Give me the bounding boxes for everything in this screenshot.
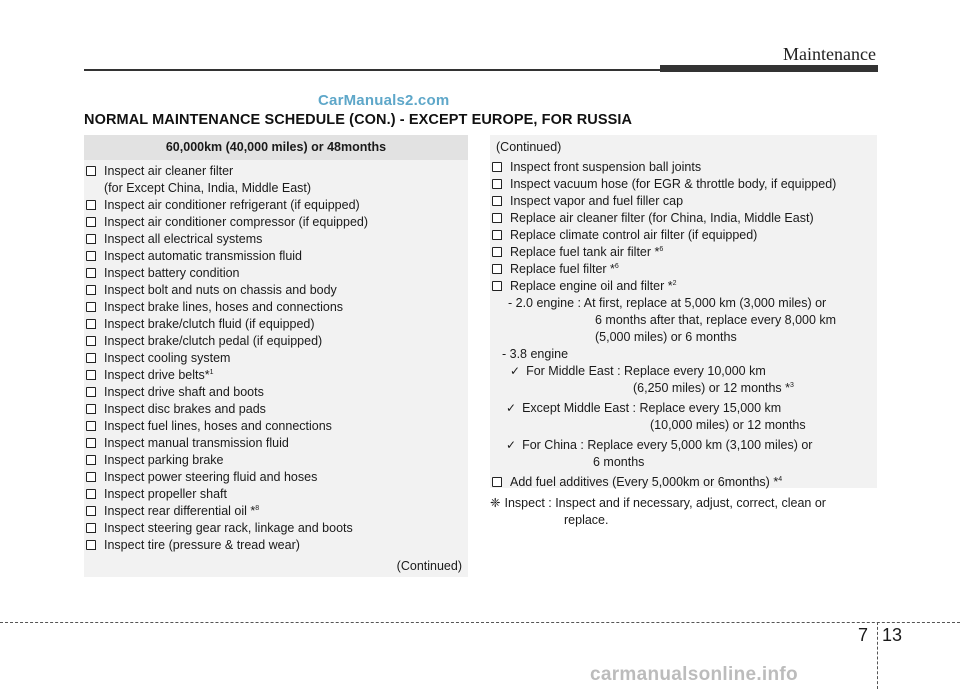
checkbox-icon	[86, 438, 95, 448]
list-item	[490, 193, 877, 210]
checkbox-icon	[86, 319, 95, 329]
list-item-text: Inspect fuel lines, hoses and connections	[104, 419, 332, 433]
list-item-text: Inspect air cleaner filter	[104, 164, 234, 178]
list-item-text: Inspect drive shaft and boots	[104, 385, 264, 399]
checkbox-icon	[492, 230, 501, 240]
checkbox-icon	[492, 477, 501, 487]
checkbox-icon	[86, 455, 95, 465]
list-item-text: Inspect disc brakes and pads	[104, 402, 266, 416]
list-item	[84, 418, 468, 435]
header-bar	[660, 65, 878, 72]
checkbox-icon	[86, 234, 95, 244]
list-item	[84, 469, 468, 486]
china-line	[490, 437, 877, 454]
checkbox-icon	[86, 489, 95, 499]
checkbox-icon	[86, 285, 95, 295]
list-item-text: Inspect parking brake	[104, 453, 224, 467]
list-item-text: Inspect vacuum hose (for EGR & throttle body, if equipped)	[510, 177, 837, 191]
checkbox-icon	[492, 179, 501, 189]
list-item-text: Inspect propeller shaft	[104, 487, 227, 501]
list-item-text: Replace air cleaner filter (for China, India, Middle East)	[510, 211, 814, 225]
checkbox-icon	[86, 217, 95, 227]
checkbox-icon	[492, 281, 501, 291]
checkbox-icon	[492, 247, 501, 257]
list-item	[490, 244, 877, 261]
list-item-text: Inspect power steering fluid and hoses	[104, 470, 318, 484]
list-item	[84, 163, 468, 180]
interval-heading: 60,000km (40,000 miles) or 48months	[84, 135, 468, 160]
checkbox-icon	[86, 506, 95, 516]
list-item-text: Inspect brake/clutch fluid (if equipped)	[104, 317, 315, 331]
list-item	[84, 316, 468, 333]
list-item	[84, 350, 468, 367]
list-item-text: Add fuel additives (Every 5,000km or 6months) *	[510, 475, 779, 489]
continued-label: (Continued)	[496, 140, 562, 154]
list-item	[84, 367, 468, 384]
engine-20-line: 6 months after that, replace every 8,000 km	[595, 313, 837, 327]
list-item	[84, 231, 468, 248]
footnote-marker: 8	[255, 504, 260, 512]
right-column	[490, 135, 877, 488]
note-text: replace.	[564, 513, 609, 527]
china-text: For China : Replace every 5,000 km (3,100 miles) or	[522, 438, 813, 452]
checkbox-icon	[492, 213, 501, 223]
engine-20-line: (5,000 miles) or 6 months	[595, 330, 737, 344]
list-item-text: Inspect air conditioner compressor (if equipped)	[104, 215, 369, 229]
checkbox-icon	[492, 196, 501, 206]
list-item-text: Inspect vapor and fuel filler cap	[510, 194, 684, 208]
list-item-text: Replace engine oil and filter *	[510, 279, 673, 293]
list-item	[84, 537, 468, 554]
mideast-text: For Middle East : Replace every 10,000 km	[526, 364, 766, 378]
list-item	[490, 474, 877, 491]
checkbox-icon	[86, 166, 95, 176]
section-title: Maintenance	[783, 44, 876, 64]
list-item	[84, 384, 468, 401]
engine-38-line: - 3.8 engine	[502, 347, 569, 361]
list-item-text: Replace climate control air filter (if equipped)	[510, 228, 758, 242]
engine-20-line: - 2.0 engine : At first, replace at 5,000 km (3,000 miles) or	[508, 296, 827, 310]
watermark-logo: CarManuals2.com	[318, 92, 450, 109]
checkbox-icon	[86, 200, 95, 210]
list-item	[490, 210, 877, 227]
list-item	[490, 227, 877, 244]
page-title: NORMAL MAINTENANCE SCHEDULE (CON.) - EXCEPT EUROPE, FOR RUSSIA	[84, 112, 633, 128]
footnote-marker: 3	[790, 381, 794, 389]
list-item-text: Inspect brake/clutch pedal (if equipped)	[104, 334, 323, 348]
checkbox-icon	[86, 268, 95, 278]
list-item	[490, 176, 877, 193]
list-item-text: Inspect battery condition	[104, 266, 240, 280]
list-item	[84, 520, 468, 537]
list-item	[490, 159, 877, 176]
list-item-text: Inspect bolt and nuts on chassis and body	[104, 283, 337, 297]
mideast-line	[490, 363, 877, 380]
checkbox-icon	[492, 264, 501, 274]
footer-divider	[877, 622, 878, 689]
except-text: Except Middle East : Replace every 15,000 km	[522, 401, 782, 415]
list-item-text: Inspect brake lines, hoses and connections	[104, 300, 344, 314]
list-item	[84, 197, 468, 214]
list-item-text: Replace fuel tank air filter *	[510, 245, 660, 259]
checkbox-icon	[86, 370, 95, 380]
checkbox-icon	[86, 472, 95, 482]
list-item	[84, 333, 468, 350]
list-item-text: Inspect drive belts*	[104, 368, 210, 382]
footnote-marker: 1	[209, 368, 214, 376]
left-column	[84, 135, 468, 577]
inspect-note	[490, 495, 877, 529]
checkbox-icon	[492, 162, 501, 172]
footnote-marker: 2	[672, 279, 677, 287]
list-item	[84, 282, 468, 299]
list-item	[84, 299, 468, 316]
list-item-text: Inspect manual transmission fluid	[104, 436, 289, 450]
checkbox-icon	[86, 387, 95, 397]
footnote-marker: 4	[778, 475, 783, 483]
checkbox-icon	[86, 302, 95, 312]
right-checklist	[490, 156, 877, 295]
note-text: Inspect : Inspect and if necessary, adjust, correct, clean or	[504, 496, 826, 510]
list-item-text: Inspect automatic transmission fluid	[104, 249, 303, 263]
footer-watermark: carmanualsonline.info	[590, 664, 798, 685]
list-item	[84, 248, 468, 265]
header-rule	[84, 69, 660, 71]
checkbox-icon	[86, 336, 95, 346]
china-line: 6 months	[593, 455, 645, 469]
list-item-text: Inspect cooling system	[104, 351, 231, 365]
list-item-text: Inspect front suspension ball joints	[510, 160, 702, 174]
list-item-text: Inspect tire (pressure & tread wear)	[104, 538, 300, 552]
chapter-number: 7	[858, 625, 869, 645]
list-item	[84, 401, 468, 418]
checkmark-icon: ✓	[510, 364, 521, 378]
except-line	[490, 400, 877, 417]
list-item	[84, 265, 468, 282]
list-item	[490, 261, 877, 278]
checkbox-icon	[86, 540, 95, 550]
list-item-text: Inspect air conditioner refrigerant (if equipped)	[104, 198, 360, 212]
page-number: 13	[882, 625, 903, 645]
list-item	[84, 486, 468, 503]
checkbox-icon	[86, 421, 95, 431]
list-item-text: Inspect rear differential oil *	[104, 504, 256, 518]
list-item	[490, 278, 877, 295]
continued-label: (Continued)	[396, 559, 462, 573]
checkbox-icon	[86, 523, 95, 533]
checkbox-icon	[86, 404, 95, 414]
footer-rule	[0, 622, 960, 623]
list-item-text: Inspect all electrical systems	[104, 232, 263, 246]
mideast-text: (6,250 miles) or 12 months *	[633, 381, 791, 395]
list-item-text: Inspect steering gear rack, linkage and boots	[104, 521, 353, 535]
checkbox-icon	[86, 353, 95, 363]
left-checklist	[84, 160, 468, 554]
footnote-marker: 6	[614, 262, 619, 270]
checkmark-icon: ✓	[506, 401, 517, 415]
list-item	[84, 452, 468, 469]
list-item	[84, 435, 468, 452]
checkmark-icon: ✓	[506, 438, 517, 452]
list-item-text: Replace fuel filter *	[510, 262, 615, 276]
list-item	[84, 214, 468, 231]
footnote-marker: 6	[659, 245, 664, 253]
list-item	[84, 503, 468, 520]
mideast-line	[490, 380, 877, 397]
list-item-continuation: (for Except China, India, Middle East)	[104, 181, 312, 195]
checkbox-icon	[86, 251, 95, 261]
note-symbol-icon: ❈	[490, 496, 501, 510]
except-line: (10,000 miles) or 12 months	[650, 418, 806, 432]
